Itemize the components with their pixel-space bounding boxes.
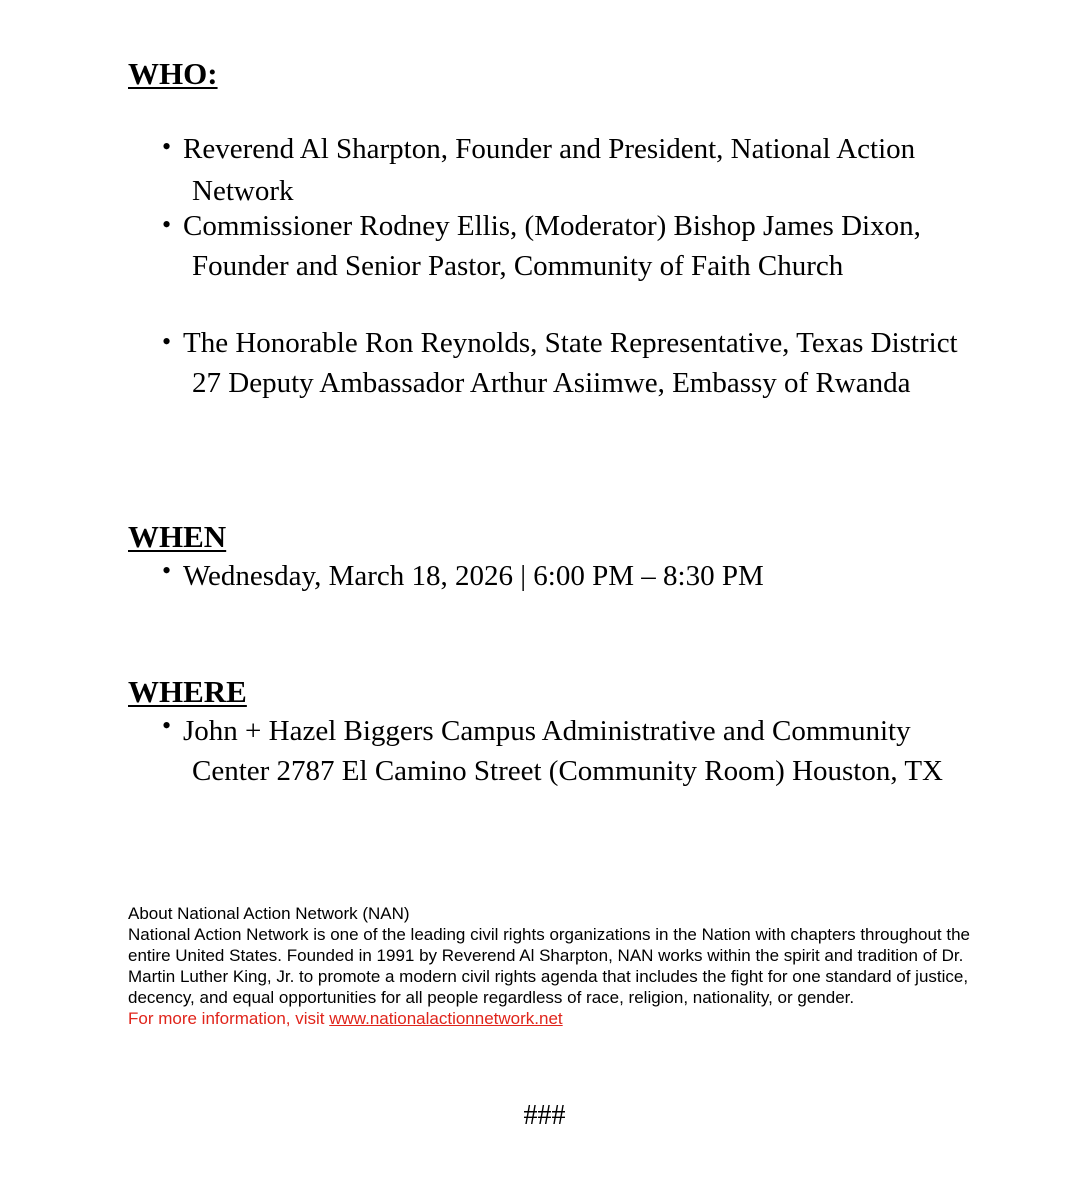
- bullet-icon: •: [162, 210, 172, 239]
- who-item: [0, 323, 962, 443]
- where-list: [0, 711, 962, 791]
- who-list: [0, 128, 962, 443]
- more-info-prefix: For more information, visit: [128, 1009, 330, 1028]
- where-heading: WHERE: [128, 674, 247, 709]
- bullet-icon: •: [162, 132, 172, 161]
- who-item: [0, 128, 962, 206]
- website-link[interactable]: www.nationalactionnetwork.net: [329, 1009, 563, 1028]
- bullet-icon: •: [162, 327, 172, 356]
- who-item-text: Reverend Al Sharpton, Founder and President, National Action Network: [183, 133, 916, 207]
- who-heading: WHO:: [128, 56, 218, 91]
- who-item-text: Commissioner Rodney Ellis, (Moderator) Bishop James Dixon, Founder and Senior Pastor, Community of Faith Church: [183, 210, 921, 282]
- where-item-text: John + Hazel Biggers Campus Administrative and Community Center 2787 El Camino Street (Community Room) Houston, TX: [183, 715, 943, 787]
- who-item-text: The Honorable Ron Reynolds, State Representative, Texas District 27 Deputy Ambassador Arthur Asiimwe, Embassy of Rwanda: [183, 327, 958, 399]
- when-item: [0, 556, 962, 596]
- where-item: [0, 711, 962, 791]
- end-mark: ###: [523, 1100, 566, 1131]
- bullet-icon: •: [162, 711, 172, 740]
- about-section: [128, 903, 978, 1029]
- more-info-line: [128, 1008, 978, 1029]
- about-body: National Action Network is one of the leading civil rights organizations in the Nation with chapters throughout the entire United States. Founded in 1991 by Reverend Al Sharpton, NAN works within the spirit and tradition of Dr. Martin Luther King, Jr. to promote a modern civil rights agenda that includes the fight for one standard of justice, decency, and equal opportunities for all people regardless of race, religion, nationality, or gender.: [128, 925, 970, 1007]
- about-title: About National Action Network (NAN): [128, 904, 410, 923]
- bullet-icon: •: [162, 556, 172, 585]
- when-item-text: Wednesday, March 18, 2026 | 6:00 PM – 8:30 PM: [183, 560, 764, 592]
- when-heading: WHEN: [128, 519, 227, 554]
- who-item: [0, 206, 962, 323]
- when-list: [0, 556, 962, 596]
